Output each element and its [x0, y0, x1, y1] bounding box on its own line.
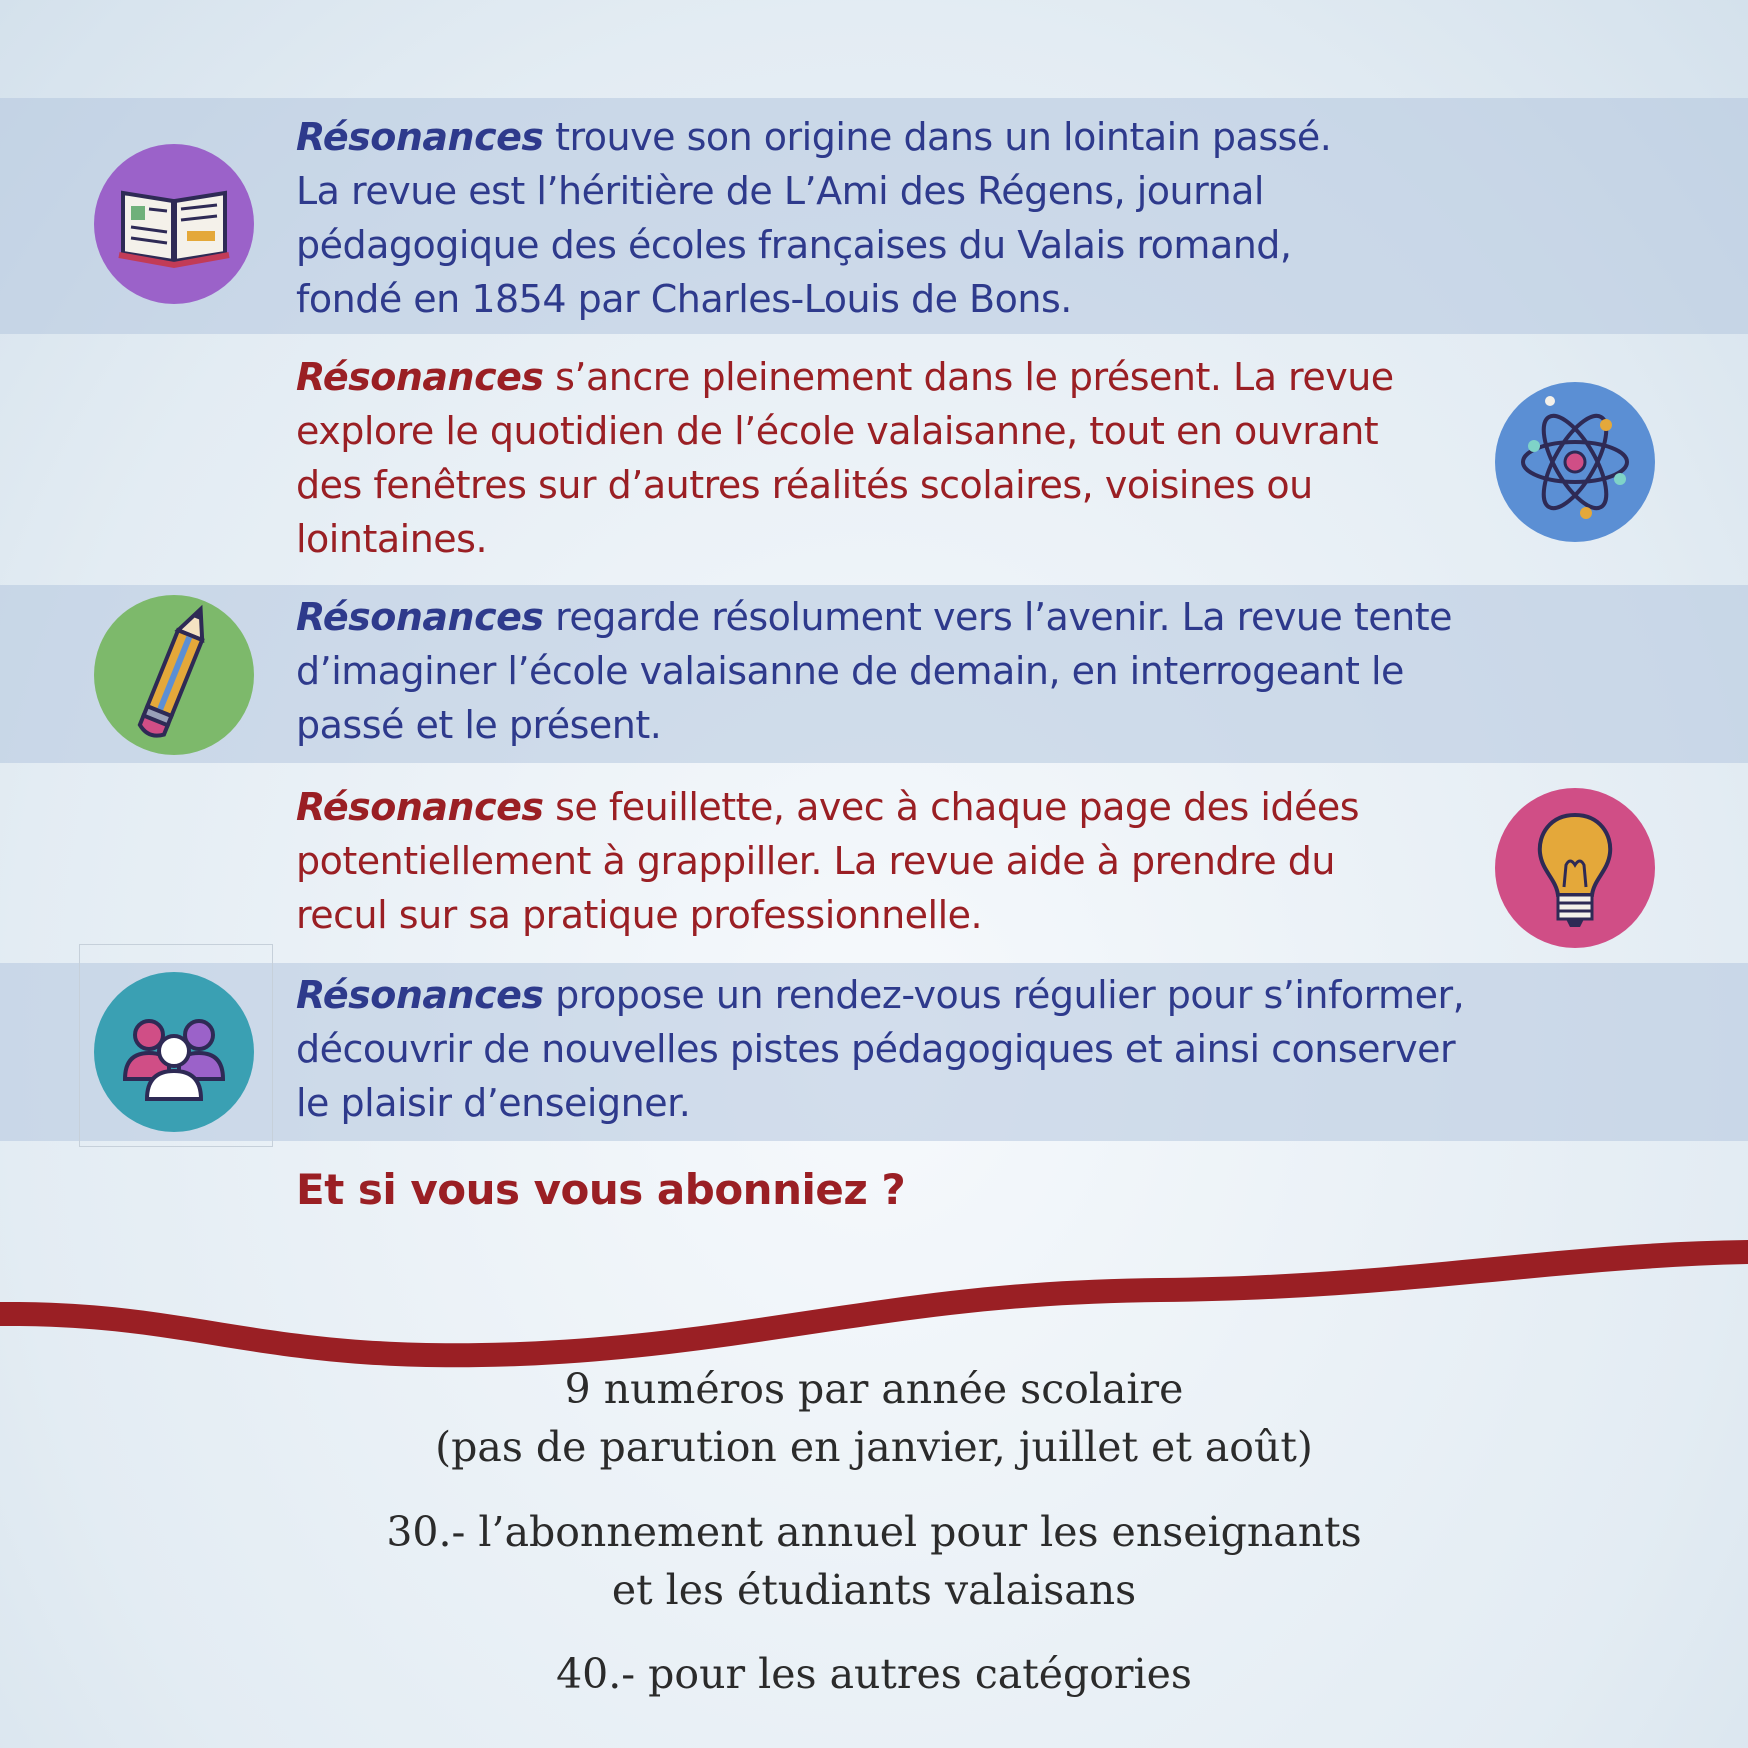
light-bulb-icon	[1494, 787, 1656, 949]
text-line: La revue est l’héritière de L’Ami des Régens, journal	[296, 169, 1264, 213]
text-line: recul sur sa pratique professionnelle.	[296, 893, 983, 937]
brand-name: Résonances	[296, 355, 544, 399]
text-line: passé et le présent.	[296, 703, 662, 747]
people-icon	[93, 971, 255, 1133]
subscription-price-others: 40.- pour les autres catégories	[556, 1650, 1192, 1698]
text-line: lointaines.	[296, 517, 488, 561]
brand-name: Résonances	[296, 595, 544, 639]
brand-name: Résonances	[296, 785, 544, 829]
text-line: des fenêtres sur d’autres réalités scolaires, voisines ou	[296, 463, 1313, 507]
section-4-text: Résonances se feuillette, avec à chaque page des idées potentiellement à grappiller. La revue aide à prendre du recul sur sa pratique professionnelle.	[296, 780, 1359, 942]
text-line: explore le quotidien de l’école valaisanne, tout en ouvrant	[296, 409, 1379, 453]
text-line: pédagogique des écoles françaises du Valais romand,	[296, 223, 1292, 267]
open-book-icon	[93, 143, 255, 305]
section-3-text: Résonances regarde résolument vers l’avenir. La revue tente d’imaginer l’école valaisanne de demain, en interrogeant le passé et le présent.	[296, 590, 1452, 752]
text-line: potentiellement à grappiller. La revue aide à prendre du	[296, 839, 1335, 883]
brand-name: Résonances	[296, 973, 544, 1017]
text-line: le plaisir d’enseigner.	[296, 1081, 691, 1125]
section-2-text: Résonances s’ancre pleinement dans le présent. La revue explore le quotidien de l’école valaisanne, tout en ouvrant des fenêtres sur d’autres réalités scolaires, voisines ou lointaines.	[296, 350, 1394, 566]
pencil-icon	[93, 594, 255, 756]
text-line: fondé en 1854 par Charles-Louis de Bons.	[296, 277, 1072, 321]
atom-icon	[1494, 381, 1656, 543]
wave-divider	[0, 1240, 1748, 1370]
issues-per-year: 9 numéros par année scolaire	[564, 1365, 1184, 1413]
subscribe-question: Et si vous vous abonniez ?	[296, 1165, 906, 1214]
subscription-price-teachers: 30.- l’abonnement annuel pour les enseignants et les étudiants valaisans	[386, 1508, 1362, 1614]
text-line: découvrir de nouvelles pistes pédagogiques et ainsi conserver	[296, 1027, 1456, 1071]
subscription-info	[0, 1360, 1748, 1476]
section-1-text: Résonances trouve son origine dans un lointain passé. La revue est l’héritière de L’Ami des Régens, journal pédagogique des écoles françaises du Valais romand, fondé en 1854 par Charles-Louis de Bons.	[296, 110, 1331, 326]
text-line: d’imaginer l’école valaisanne de demain, en interrogeant le	[296, 649, 1404, 693]
publication-gaps: (pas de parution en janvier, juillet et août)	[435, 1423, 1313, 1471]
brand-name: Résonances	[296, 115, 544, 159]
section-5-text: Résonances propose un rendez-vous régulier pour s’informer, découvrir de nouvelles pistes pédagogiques et ainsi conserver le plaisir d’enseigner.	[296, 968, 1464, 1130]
